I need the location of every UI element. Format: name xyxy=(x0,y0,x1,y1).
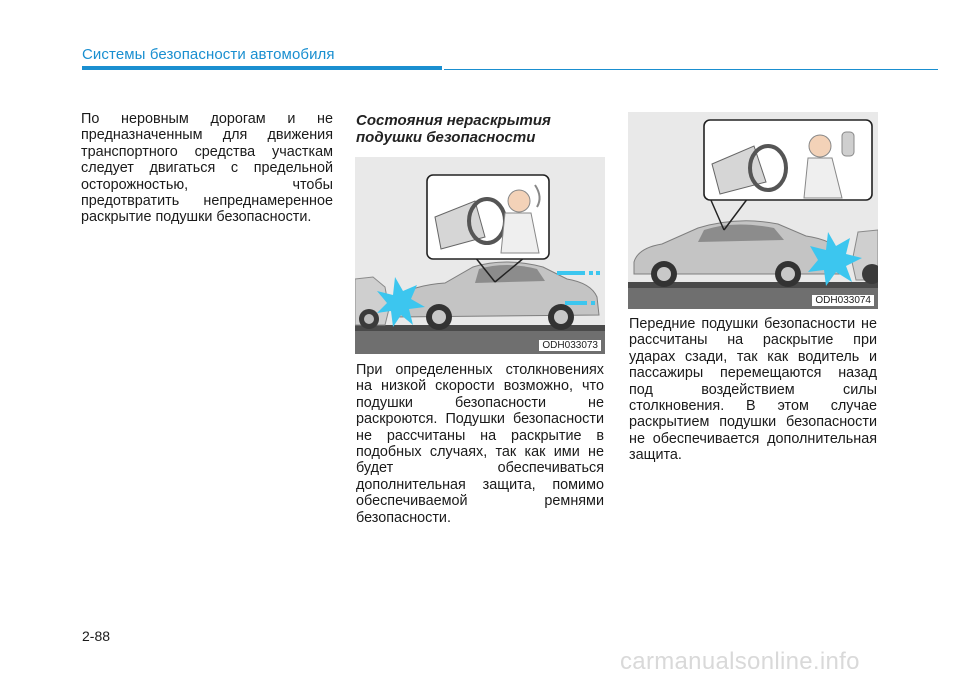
left-column-text: По неровным дорогам и не предназначенным для движения транспортного средства участкам следует двигаться с предельной осторожностью, чтобы предотвратить непреднамеренное раскрытие подушки безопасности. xyxy=(81,111,333,226)
rear-collision-illustration xyxy=(628,112,878,309)
right-column-text: Передние подушки безопасности не рассчитаны на раскрытие при ударах сзади, так как водитель и пассажиры перемещаются назад под воздействием силы столкновения. В этом случае раскрытием подушки безопасности не обеспечивается дополнительная защита. xyxy=(629,316,877,464)
figure-code-front: ODH033073 xyxy=(539,340,601,351)
figure-rear-collision xyxy=(628,112,878,309)
header-rule-thin xyxy=(444,69,938,70)
page-number: 2-88 xyxy=(82,628,111,644)
watermark: carmanualsonline.info xyxy=(620,648,860,675)
middle-column-text: При определенных столкновениях на низкой скорости возможно, что подушки безопасности не раскроются. Подушки безопасности не рассчитаны на раскрытие в подобных случаях, так как ими не будет обеспечиваться дополнительная защита, помимо обеспечиваемой ремнями безопасности. xyxy=(356,362,604,526)
header-rule-thick xyxy=(82,66,442,70)
middle-column-heading: Состояния нераскрытия подушки безопасности xyxy=(356,112,551,146)
section-title: Системы безопасности автомобиля xyxy=(82,46,335,63)
figure-code-rear: ODH033074 xyxy=(812,295,874,306)
figure-front-collision xyxy=(355,157,605,354)
front-collision-illustration xyxy=(355,157,605,354)
